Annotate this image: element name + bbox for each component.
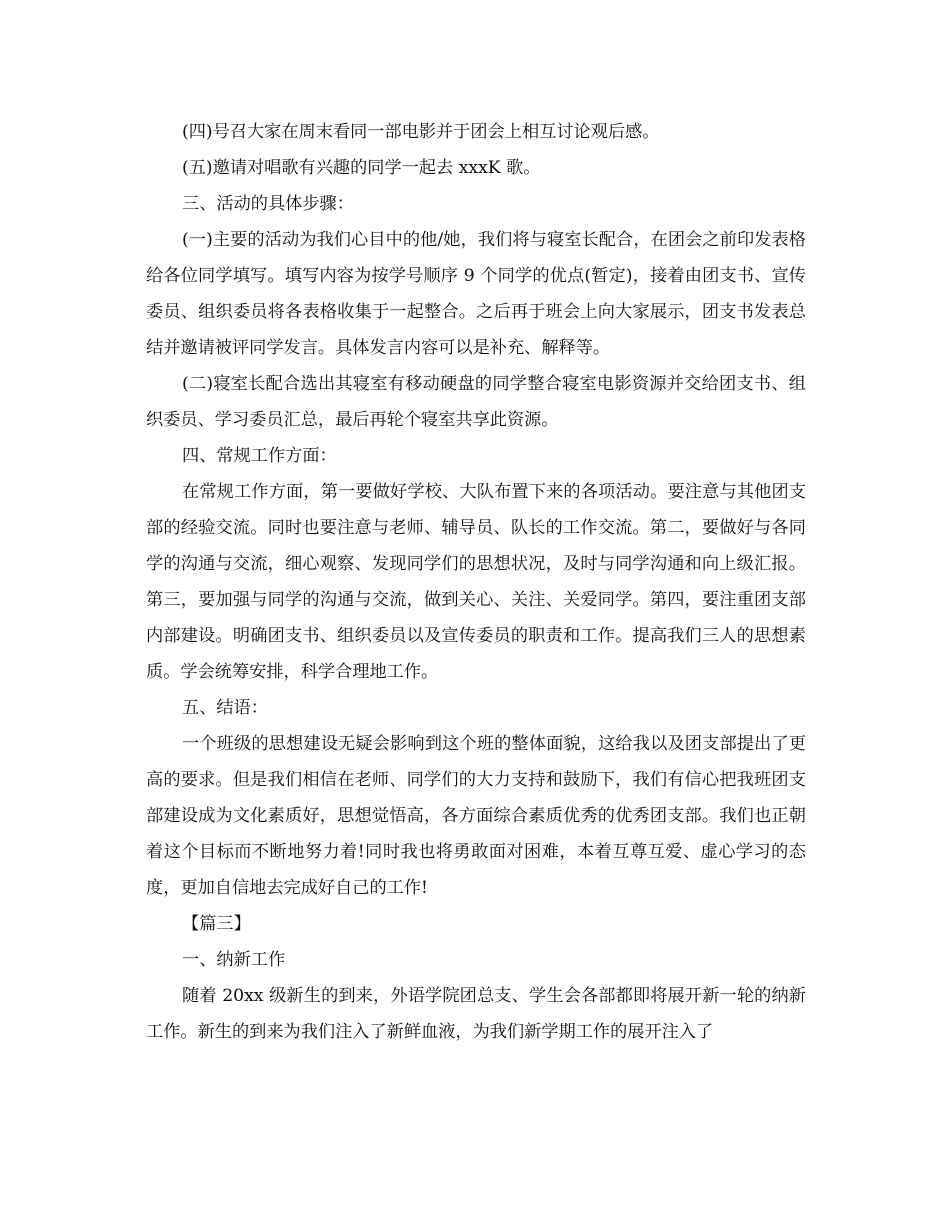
paragraph-item-4: (四)号召大家在周末看同一部电影并于团会上相互讨论观后感。 xyxy=(182,122,660,142)
paragraph-recruitment: 随着 20xx 级新生的到来，外语学院团总支、学生会各部都即将展开新一轮的纳新工作。新生的到来为我们注入了新鲜血液，为我们新学期工作的展开注入了 xyxy=(146,986,806,1042)
section-heading-recruitment: 一、纳新工作 xyxy=(182,950,286,970)
section-heading-conclusion: 五、结语： xyxy=(182,698,268,718)
paragraph-item-5: (五)邀请对唱歌有兴趣的同学一起去 xxxK 歌。 xyxy=(182,158,541,178)
paragraph-step-2: (二)寝室长配合选出其寝室有移动硬盘的同学整合寝室电影资源并交给团支书、组织委员、学习委员汇总，最后再轮个寝室共享此资源。 xyxy=(146,374,806,430)
paragraph-step-1: (一)主要的活动为我们心目中的他/她，我们将与寝室长配合，在团会之前印发表格给各位同学填写。填写内容为按学号顺序 9 个同学的优点(暂定)，接着由团支书、宣传委员、组织委员将各表格收集于一起整合。之后再于班会上向大家展示，团支书发表总结并邀请被评同学发言。具体发言内容可以是补充、解释等。 xyxy=(146,230,806,358)
paragraph-routine-work: 在常规工作方面，第一要做好学校、大队布置下来的各项活动。要注意与其他团支部的经验交流。同时也要注意与老师、辅导员、队长的工作交流。第二，要做好与各同学的沟通与交流，细心观察、发现同学们的思想状况，及时与同学沟通和向上级汇报。第三，要加强与同学的沟通与交流，做到关心、关注、关爱同学。第四，要注重团支部内部建设。明确团支书、组织委员以及宣传委员的职责和工作。提高我们三人的思想素质。学会统筹安排，科学合理地工作。 xyxy=(146,482,806,682)
part-heading-three: 【篇三】 xyxy=(182,914,251,934)
paragraph-conclusion: 一个班级的思想建设无疑会影响到这个班的整体面貌，这给我以及团支部提出了更高的要求。但是我们相信在老师、同学们的大力支持和鼓励下，我们有信心把我班团支部建设成为文化素质好，思想觉悟高，各方面综合素质优秀的优秀团支部。我们也正朝着这个目标而不断地努力着!同时我也将勇敢面对困难，本着互尊互爱、虚心学习的态度，更加自信地去完成好自己的工作! xyxy=(146,734,806,898)
document-body xyxy=(146,114,806,1050)
section-heading-steps: 三、活动的具体步骤： xyxy=(182,194,354,214)
section-heading-routine: 四、常规工作方面： xyxy=(182,446,337,466)
